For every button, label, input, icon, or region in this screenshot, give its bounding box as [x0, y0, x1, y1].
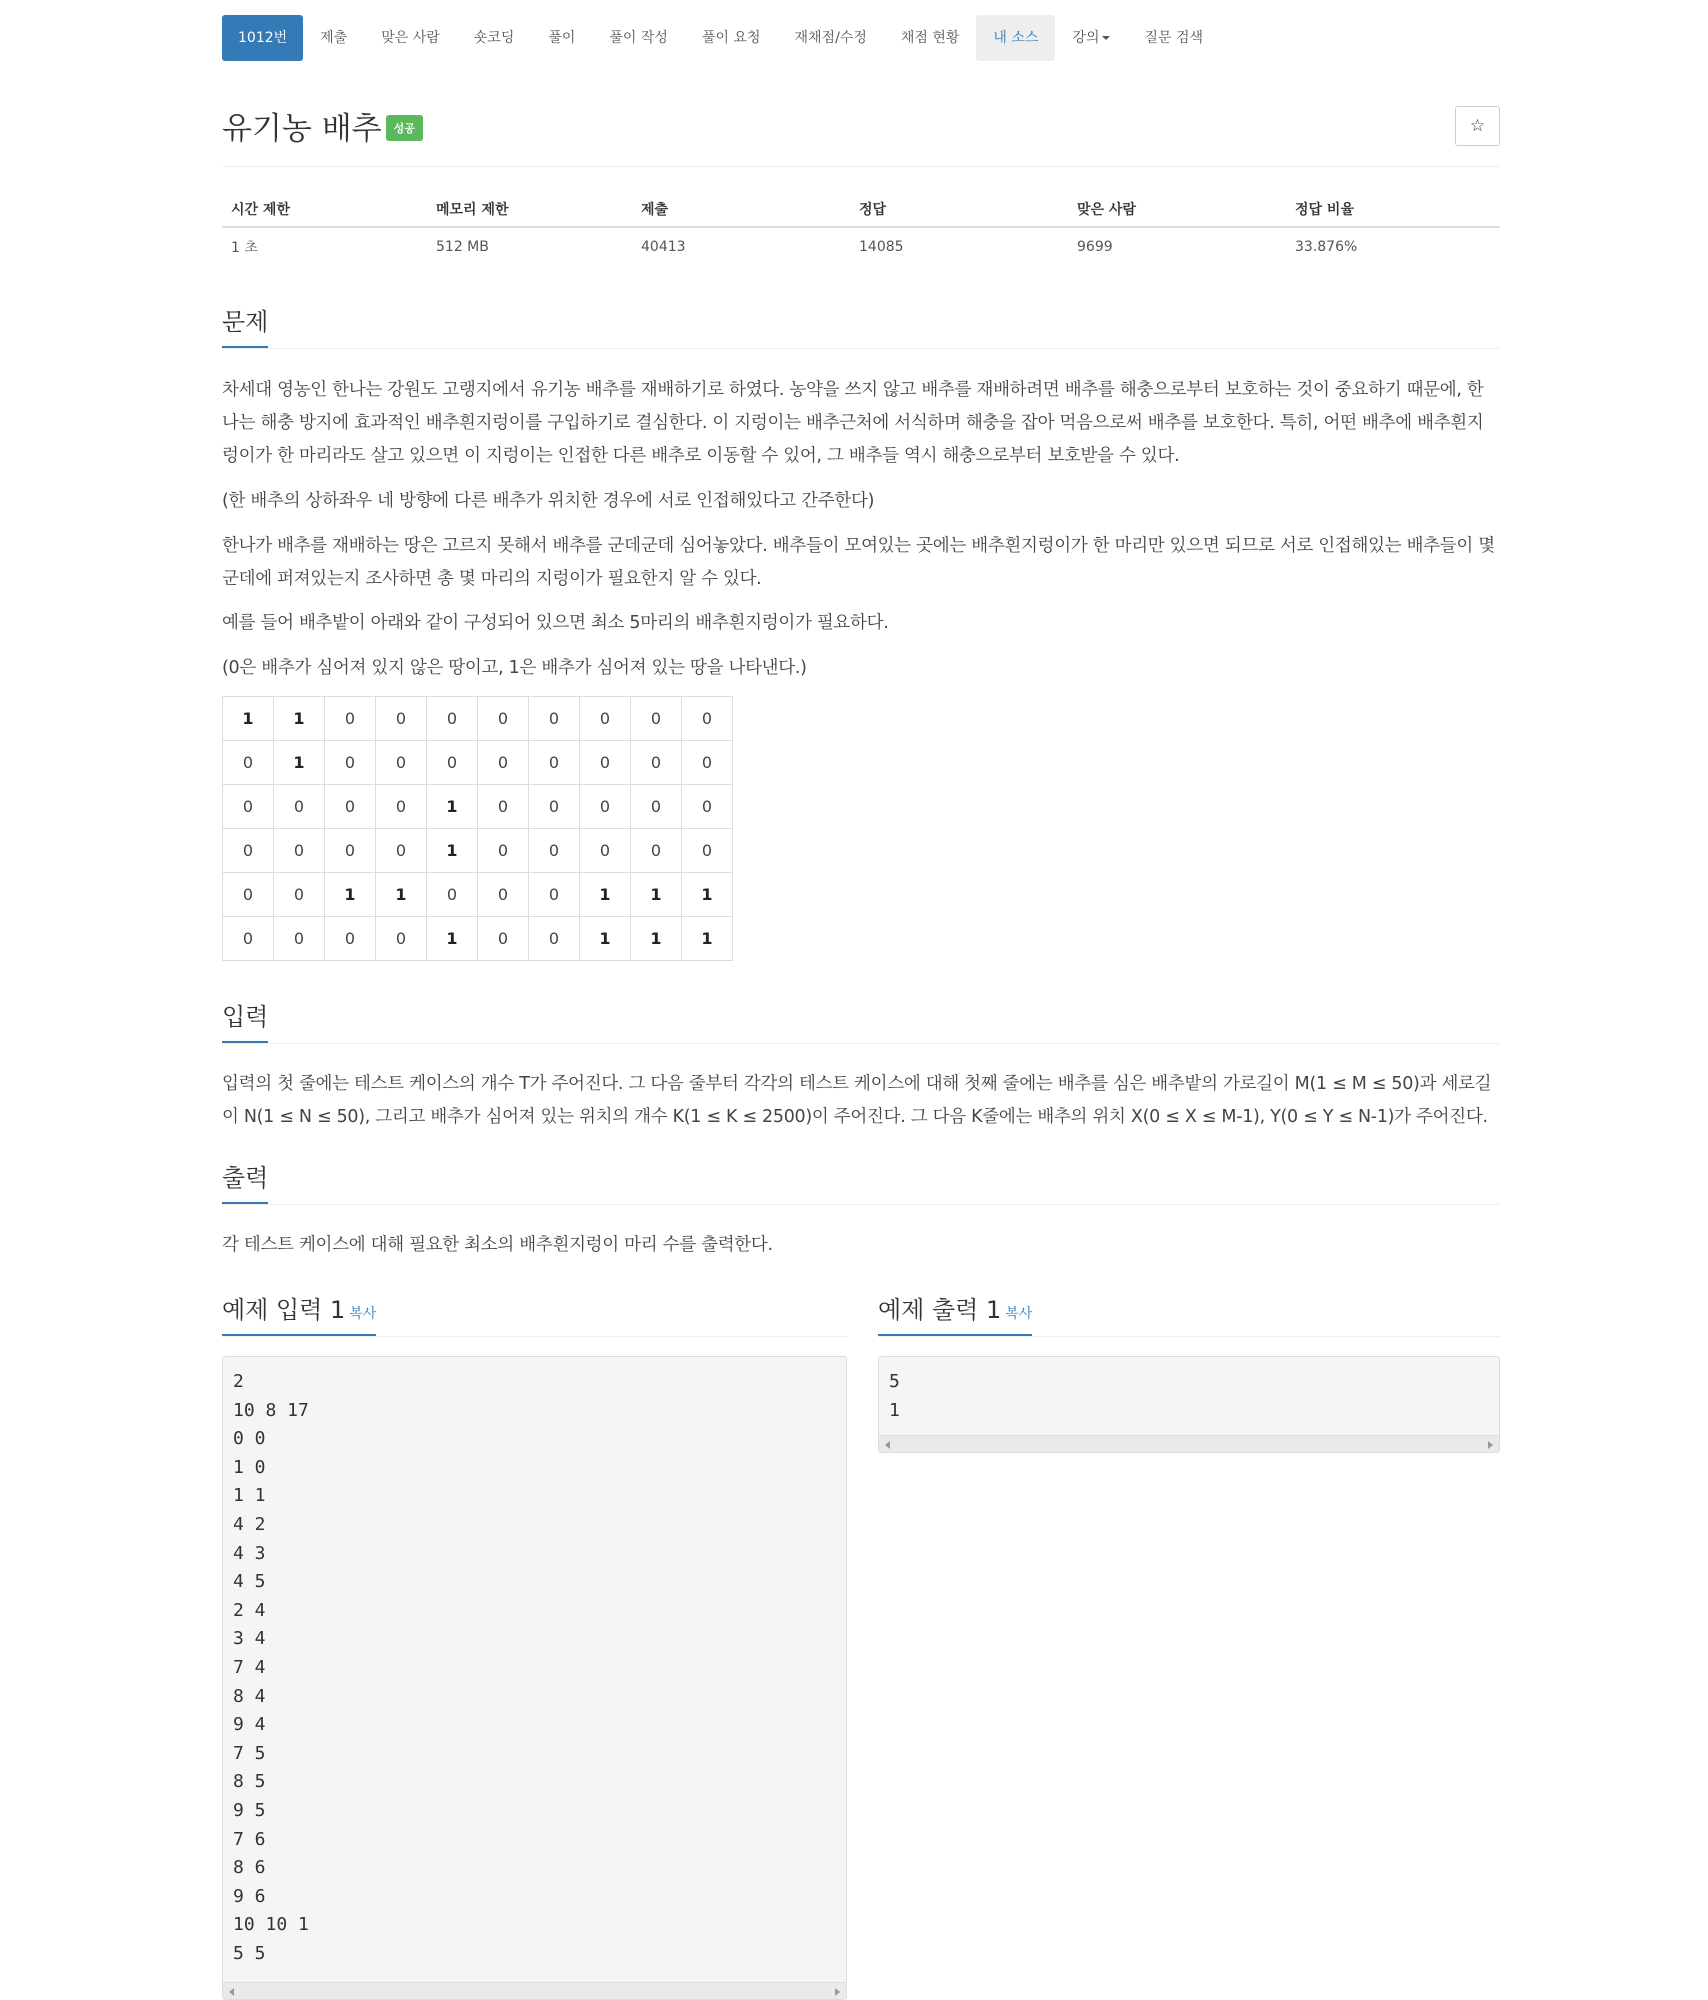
grid-cell: 0 [325, 741, 376, 785]
sample-output-title: 예제 출력 1 [878, 1296, 1002, 1324]
grid-cell: 0 [580, 785, 631, 829]
tab-lecture-label: 강의 [1072, 30, 1100, 46]
status-badge: 성공 [386, 115, 423, 141]
problem-paragraph-2: (한 배추의 상하좌우 네 방향에 다른 배추가 위치한 경우에 서로 인접해있다고 간주한다) [222, 491, 875, 511]
grid-cell: 0 [631, 785, 682, 829]
sample-input-heading-row [222, 1290, 847, 1337]
grid-row [223, 697, 733, 741]
grid-cell: 0 [478, 697, 529, 741]
output-description: 각 테스트 케이스에 대해 필요한 최소의 배추흰지렁이 마리 수를 출력한다. [222, 1235, 773, 1255]
section-divider [222, 348, 1500, 349]
problem-info-table [222, 192, 1500, 266]
grid-cell: 0 [274, 785, 325, 829]
copy-sample-output-button[interactable]: 복사 [1005, 1306, 1033, 1322]
grid-cell: 0 [682, 741, 733, 785]
grid-cell: 0 [223, 873, 274, 917]
title-row [222, 103, 1500, 153]
grid-cell: 0 [478, 829, 529, 873]
grid-cell: 0 [529, 785, 580, 829]
tab-accepted-users[interactable]: 맞은 사람 [381, 30, 440, 46]
grid-cell: 0 [376, 829, 427, 873]
favorite-star-button[interactable] [1455, 106, 1500, 146]
info-header-cell: 제출 [632, 192, 850, 227]
grid-cell: 1 [274, 741, 325, 785]
sample-input-heading [222, 1290, 376, 1337]
grid-cell: 1 [580, 873, 631, 917]
info-header-cell: 정답 비율 [1286, 192, 1500, 227]
grid-cell: 0 [682, 785, 733, 829]
grid-cell: 1 [376, 873, 427, 917]
grid-cell: 0 [274, 873, 325, 917]
problem-nav [222, 15, 1220, 61]
sample-output-box[interactable] [878, 1356, 1500, 1453]
tab-request-solution[interactable]: 풀이 요청 [701, 30, 761, 46]
grid-cell: 1 [223, 697, 274, 741]
info-header-cell: 메모리 제한 [427, 192, 632, 227]
sample-input-box[interactable] [222, 1356, 847, 2000]
grid-cell: 0 [682, 829, 733, 873]
grid-row [223, 785, 733, 829]
grid-cell: 1 [427, 785, 478, 829]
grid-cell: 0 [580, 741, 631, 785]
grid-cell: 0 [274, 917, 325, 961]
info-value-cell: 40413 [641, 239, 686, 255]
grid-cell: 1 [274, 697, 325, 741]
tab-write-solution[interactable]: 풀이 작성 [609, 30, 668, 46]
caret-down-icon [1102, 36, 1110, 40]
problem-paragraph-3: 한나가 배추를 재배하는 땅은 고르지 못해서 배추를 군데군데 심어놓았다. 배추들이 모여있는 곳에는 배추흰지렁이가 한 마리만 있으면 되므로 서로 인접해있는 배추들이 몇 군데에 퍼져있는지 조사하면 총 몇 마리의 지렁이가 필요한지 알 수 있다. [222, 536, 1495, 589]
problem-heading: 문제 [222, 302, 268, 349]
grid-cell: 0 [325, 697, 376, 741]
grid-cell: 0 [223, 829, 274, 873]
input-section-heading [222, 997, 1500, 1044]
grid-row [223, 741, 733, 785]
tab-rejudge[interactable]: 재채점/수정 [794, 30, 867, 46]
tab-my-source[interactable]: 내 소스 [976, 15, 1055, 61]
sample-output-content: 5 1 [889, 1371, 900, 1421]
problem-paragraph-4: 예를 들어 배추밭이 아래와 같이 구성되어 있으면 최소 5마리의 배추흰지렁이가 필요하다. [222, 613, 889, 633]
grid-cell: 0 [529, 917, 580, 961]
grid-cell: 0 [274, 829, 325, 873]
grid-cell: 0 [223, 785, 274, 829]
grid-cell: 0 [529, 697, 580, 741]
grid-row [223, 917, 733, 961]
sample-input-content: 2 10 8 17 0 0 1 0 1 1 4 2 4 3 4 5 2 4 3 4 7 4 8 4 9 4 7 5 8 5 9 5 7 6 8 6 9 6 10 10 1 5 5 [233, 1371, 309, 1964]
input-description: 입력의 첫 줄에는 테스트 케이스의 개수 T가 주어진다. 그 다음 줄부터 각각의 테스트 케이스에 대해 첫째 줄에는 배추를 심은 배추밭의 가로길이 M(1 ≤ M ≤ 50)과 세로길이 N(1 ≤ N ≤ 50), 그리고 배추가 심어져 있는 위치의 개수 K(1 ≤ K ≤ 2500)이 주어진다. 그 다음 K줄에는 배추의 위치 X(0 ≤ X ≤ M-1), Y(0 ≤ Y ≤ N-1)가 주어진다. [222, 1074, 1492, 1127]
section-divider [222, 1043, 1500, 1044]
info-header-row [222, 192, 1500, 227]
problem-section-heading [222, 302, 1500, 349]
info-header-cell: 시간 제한 [222, 192, 427, 227]
tab-solutions[interactable]: 풀이 [548, 30, 576, 46]
star-icon: ☆ [1469, 116, 1486, 136]
grid-cell: 0 [631, 697, 682, 741]
page-title [222, 103, 423, 148]
grid-cell: 1 [427, 917, 478, 961]
grid-cell: 1 [325, 873, 376, 917]
grid-cell: 0 [529, 741, 580, 785]
grid-cell: 0 [427, 873, 478, 917]
cabbage-field-grid [222, 696, 733, 961]
input-heading: 입력 [222, 997, 268, 1044]
section-divider [878, 1336, 1500, 1337]
grid-cell: 0 [478, 785, 529, 829]
grid-cell: 0 [478, 741, 529, 785]
tab-question-search[interactable]: 질문 검색 [1144, 30, 1204, 46]
grid-cell: 0 [631, 741, 682, 785]
grid-cell: 0 [427, 697, 478, 741]
sample-output-heading-row [878, 1290, 1500, 1337]
grid-cell: 0 [325, 785, 376, 829]
grid-cell: 1 [631, 917, 682, 961]
grid-cell: 0 [223, 917, 274, 961]
scroll-left-icon [885, 1441, 890, 1449]
info-header-cell: 정답 [850, 192, 1068, 227]
problem-title: 유기농 배추 [222, 111, 382, 147]
section-divider [222, 1336, 847, 1337]
problem-paragraph-5: (0은 배추가 심어져 있지 않은 땅이고, 1은 배추가 심어져 있는 땅을 나타낸다.) [222, 658, 807, 678]
grid-cell: 0 [376, 785, 427, 829]
grid-cell: 0 [529, 829, 580, 873]
problem-paragraph-1: 차세대 영농인 한나는 강원도 고랭지에서 유기농 배추를 재배하기로 하였다. 농약을 쓰지 않고 배추를 재배하려면 배추를 해충으로부터 보호하는 것이 중요하기 때문에, 한나는 해충 방지에 효과적인 배추흰지렁이를 구입하기로 결심한다. 이 지렁이는 배추근처에 서식하며 해충을 잡아 먹음으로써 배추를 보호한다. 특히, 어떤 배추에 배추흰지렁이가 한 마리라도 살고 있으면 이 지렁이는 인접한 다른 배추로 이동할 수 있어, 그 배추들 역시 해충으로부터 보호받을 수 있다. [222, 380, 1484, 466]
section-divider [222, 1204, 1500, 1205]
grid-cell: 0 [376, 697, 427, 741]
horizontal-scrollbar[interactable] [879, 1435, 1499, 1452]
grid-cell: 0 [223, 741, 274, 785]
info-header-cell: 맞은 사람 [1068, 192, 1286, 227]
grid-cell: 1 [682, 873, 733, 917]
grid-cell: 0 [427, 741, 478, 785]
grid-cell: 0 [325, 829, 376, 873]
grid-row [223, 829, 733, 873]
info-value-cell: 14085 [859, 239, 904, 255]
grid-cell: 1 [580, 917, 631, 961]
scroll-right-icon [1488, 1441, 1493, 1449]
info-value-cell: 9699 [1077, 239, 1113, 255]
grid-cell: 1 [631, 873, 682, 917]
info-value-cell: 33.876% [1295, 239, 1358, 255]
grid-cell: 0 [478, 917, 529, 961]
scroll-left-icon [229, 1988, 234, 1996]
title-divider [222, 166, 1500, 167]
tab-short-coding[interactable]: 숏코딩 [473, 30, 515, 46]
sample-input-title: 예제 입력 1 [222, 1296, 346, 1324]
copy-sample-input-button[interactable]: 복사 [349, 1306, 377, 1322]
tab-status[interactable]: 채점 현황 [900, 30, 960, 46]
grid-cell: 0 [376, 741, 427, 785]
grid-cell: 0 [580, 829, 631, 873]
info-value-row [222, 227, 1500, 266]
output-heading: 출력 [222, 1158, 268, 1205]
tab-problem[interactable]: 1012번 [222, 15, 303, 61]
grid-cell: 0 [478, 873, 529, 917]
tab-lecture-dropdown[interactable] [1055, 15, 1127, 61]
tab-submit[interactable]: 제출 [320, 30, 348, 46]
grid-cell: 1 [427, 829, 478, 873]
grid-cell: 0 [529, 873, 580, 917]
grid-cell: 0 [580, 697, 631, 741]
grid-cell: 0 [682, 697, 733, 741]
sample-output-heading [878, 1290, 1032, 1337]
grid-cell: 0 [325, 917, 376, 961]
grid-row [223, 873, 733, 917]
grid-cell: 1 [682, 917, 733, 961]
info-value-cell: 1 초 [231, 240, 258, 256]
info-value-cell: 512 MB [436, 239, 489, 255]
scroll-right-icon [835, 1988, 840, 1996]
horizontal-scrollbar[interactable] [223, 1982, 846, 1999]
grid-cell: 0 [631, 829, 682, 873]
grid-cell: 0 [376, 917, 427, 961]
output-section-heading [222, 1158, 1500, 1205]
